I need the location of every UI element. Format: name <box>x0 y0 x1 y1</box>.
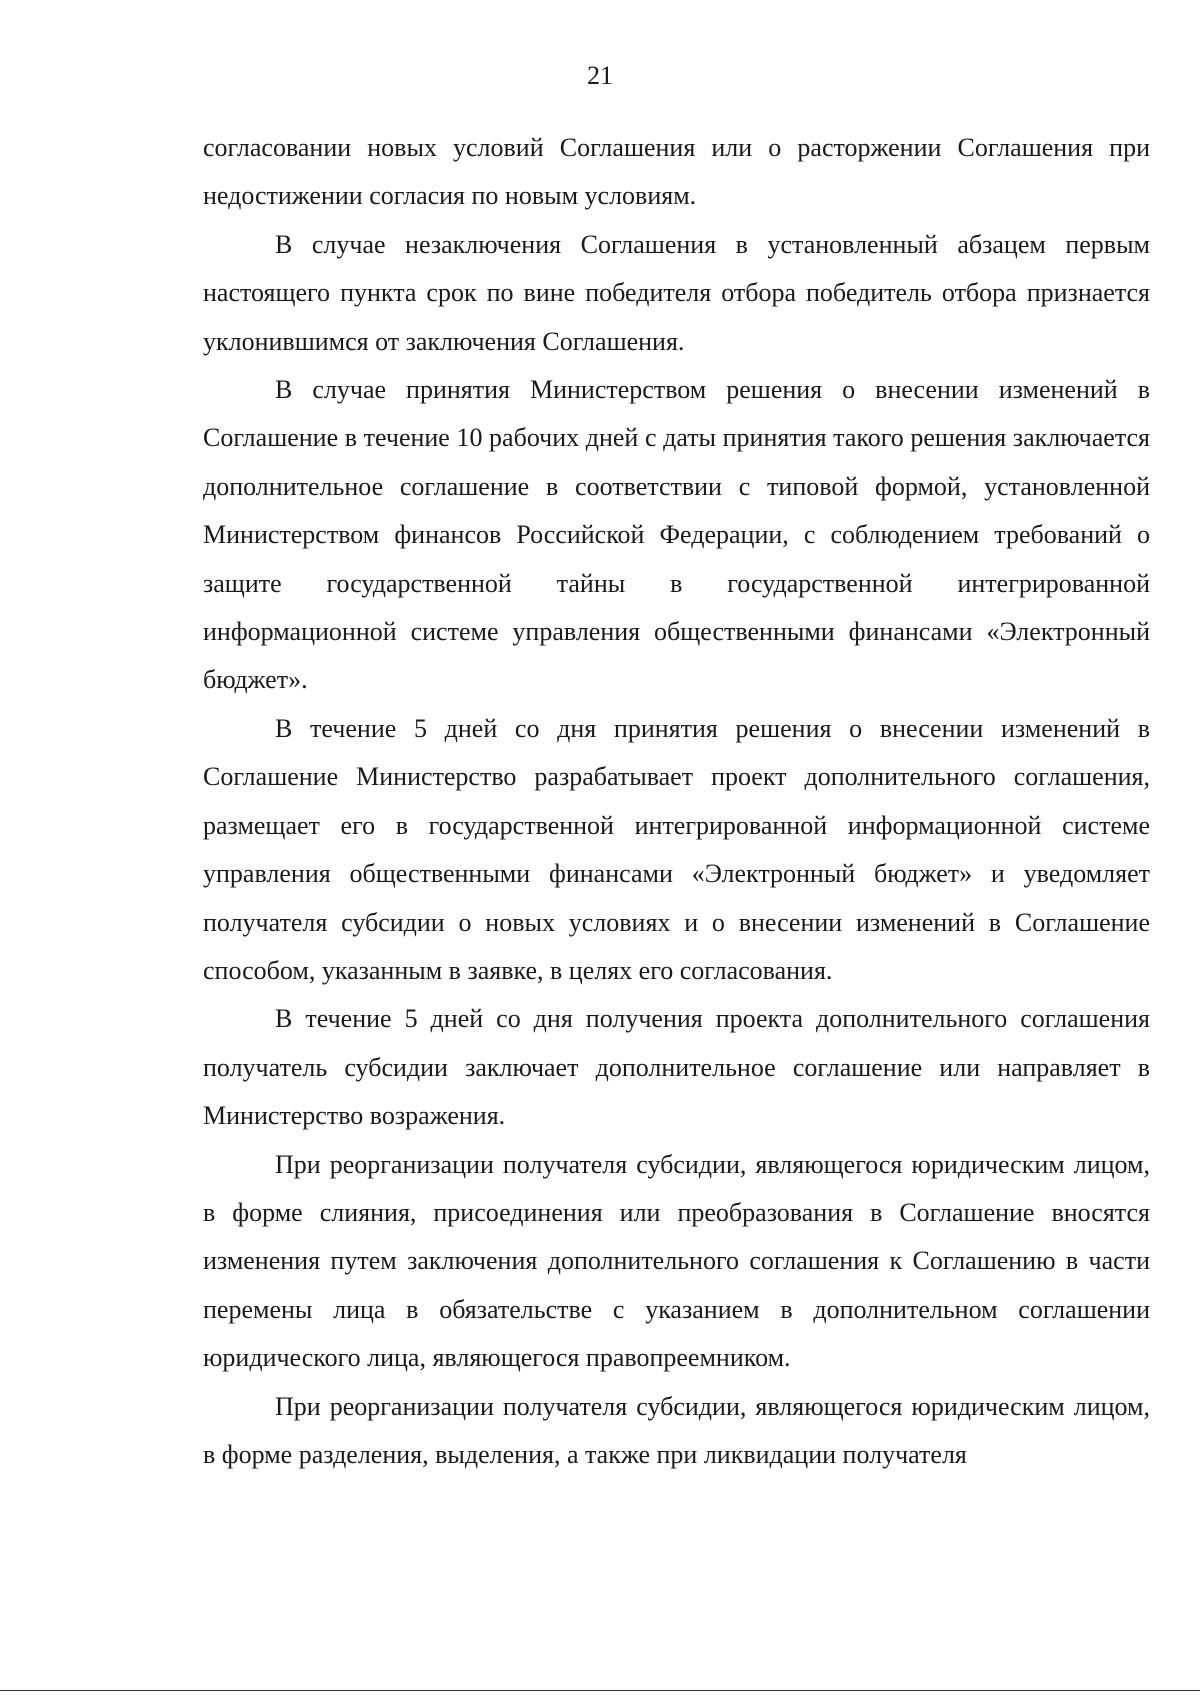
paragraph: При реорганизации получателя субсидии, являющегося юридическим лицом, в форме разделения, выделения, а также при ликвидации получателя <box>203 1391 1150 1469</box>
page-number: 21 <box>587 61 613 90</box>
paragraph: В случае незаключения Соглашения в установленный абзацем первым настоящего пункта срок по вине победителя отбора победитель отбора признается уклонившимся от заключения Соглашения. <box>203 229 1150 356</box>
paragraph-continuation: согласовании новых условий Соглашения или о расторжении Соглашения при недостижении согласия по новым условиям. <box>203 133 1150 211</box>
bottom-scan-edge <box>0 1690 1200 1691</box>
document-body <box>203 124 1150 1479</box>
paragraph: В случае принятия Министерством решения о внесении изменений в Соглашение в течение 10 рабочих дней с даты принятия такого решения заключается дополнительное соглашение в соответствии с типовой формой, установленной Министерством финансов Российской Федерации, с соблюдением требований о защите государственной тайны в государственной интегрированной информационной системе управления общественными финансами «Электронный бюджет». <box>203 375 1150 695</box>
paragraph: При реорганизации получателя субсидии, являющегося юридическим лицом, в форме слияния, присоединения или преобразования в Соглашение вносятся изменения путем заключения дополнительного соглашения к Соглашению в части перемены лица в обязательстве с указанием в дополнительном соглашении юридического лица, являющегося правопреемником. <box>203 1149 1150 1373</box>
paragraph: В течение 5 дней со дня получения проекта дополнительного соглашения получатель субсидии заключает дополнительное соглашение или направляет в Министерство возражения. <box>203 1004 1150 1131</box>
paragraph: В течение 5 дней со дня принятия решения о внесении изменений в Соглашение Министерство разрабатывает проект дополнительного соглашения, размещает его в государственной интегрированной информационной системе управления общественными финансами «Электронный бюджет» и уведомляет получателя субсидии о новых условиях и о внесении изменений в Соглашение способом, указанным в заявке, в целях его согласования. <box>203 713 1150 985</box>
